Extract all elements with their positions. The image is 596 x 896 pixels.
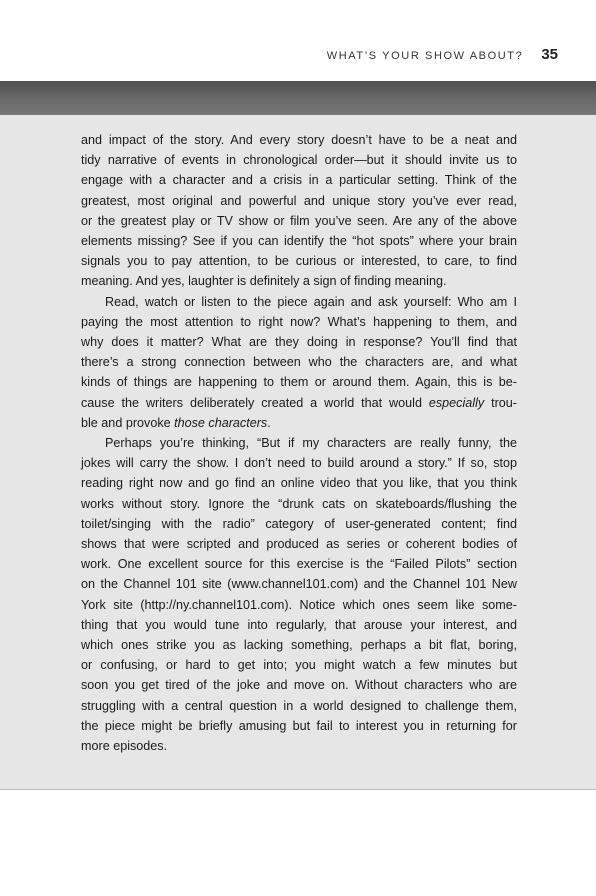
- text-line: which ones strike you as lacking something, perhaps a bit flat, boring,: [81, 638, 517, 653]
- text-line: thing that you would tune into regularly, that arouse your interest, and: [81, 617, 517, 632]
- text-line: or confusing, or hard to get into; you might watch a few minutes but: [81, 658, 517, 673]
- text-line: more episodes.: [81, 739, 168, 754]
- text-line: [81, 413, 517, 433]
- section-title: WHAT’S YOUR SHOW ABOUT?: [326, 50, 524, 62]
- paragraph-2: [81, 292, 517, 433]
- text-line: works without story. Ignore the “drunk cats on skateboards/flushing the: [81, 496, 517, 511]
- text-run: trou-: [484, 395, 517, 410]
- text-line: greatest, most original and powerful and unique story you’ve ever read,: [81, 193, 517, 208]
- text-line: jokes will carry the show. I don’t need to build around a story.” If so, stop: [81, 456, 517, 471]
- text-line: soon you get tired of the joke and move on. Without characters who are: [81, 678, 517, 693]
- text-line: [81, 393, 517, 413]
- paragraph-1: [81, 130, 517, 292]
- text-line: paying the most attention to right now? What’s happening to them, and: [81, 314, 517, 329]
- text-run: cause the writers deliberately created a world that would: [81, 395, 429, 410]
- italic-emphasis: especially: [428, 395, 485, 410]
- text-line: kinds of things are happening to them or around them. Again, this is be-: [81, 375, 517, 390]
- text-line: tidy narrative of events in chronological order—but it should invite us to: [81, 153, 517, 168]
- text-line: reading right now and go find an online video that you like, that you think: [81, 476, 517, 491]
- text-line: elements missing? See if you can identify the “hot spots” where your brain: [81, 234, 517, 249]
- paragraph-3: [81, 433, 517, 756]
- text-line: shows that were scripted and produced as series or coherent bodies of: [81, 537, 517, 552]
- page-number: 35: [541, 46, 558, 63]
- text-line: and impact of the story. And every story doesn’t have to be a neat and: [81, 133, 517, 147]
- text-line: signals you to pay attention, to be curious or interested, to care, to find: [81, 254, 517, 269]
- text-line: York site (http://ny.channel101.com). Notice which ones seem like some-: [81, 597, 517, 612]
- running-head: [327, 46, 558, 66]
- text-run: .: [267, 415, 271, 430]
- text-line: Read, watch or listen to the piece again and ask yourself: Who am I: [105, 294, 517, 309]
- text-line: why does it matter? What are they doing in response? You’ll find that: [81, 335, 517, 350]
- text-line: toilet/singing with the radio” category of user-generated content; find: [81, 516, 517, 531]
- text-line: work. One excellent source for this exercise is the “Failed Pilots” section: [81, 557, 517, 572]
- text-line: struggling with a central question in a world designed to challenge them,: [81, 698, 517, 713]
- header-band: [0, 81, 596, 115]
- text-line: there’s a strong connection between who the characters are, and what: [81, 355, 517, 370]
- text-line: engage with a character and a crisis in a particular setting. Think of the: [81, 173, 517, 188]
- italic-emphasis: those characters: [174, 415, 268, 430]
- text-line: on the Channel 101 site (www.channel101.com) and the Channel 101 New: [81, 577, 517, 592]
- text-run: ble and provoke: [81, 415, 175, 430]
- text-line: meaning. And yes, laughter is definitely a sign of finding meaning.: [81, 274, 447, 289]
- text-line: Perhaps you’re thinking, “But if my characters are really funny, the: [105, 436, 517, 451]
- sidebar-text: [81, 130, 517, 756]
- text-line: or the greatest play or TV show or film you’ve seen. Are any of the above: [81, 213, 517, 228]
- text-line: the piece might be briefly amusing but fail to interest you in returning for: [81, 718, 517, 733]
